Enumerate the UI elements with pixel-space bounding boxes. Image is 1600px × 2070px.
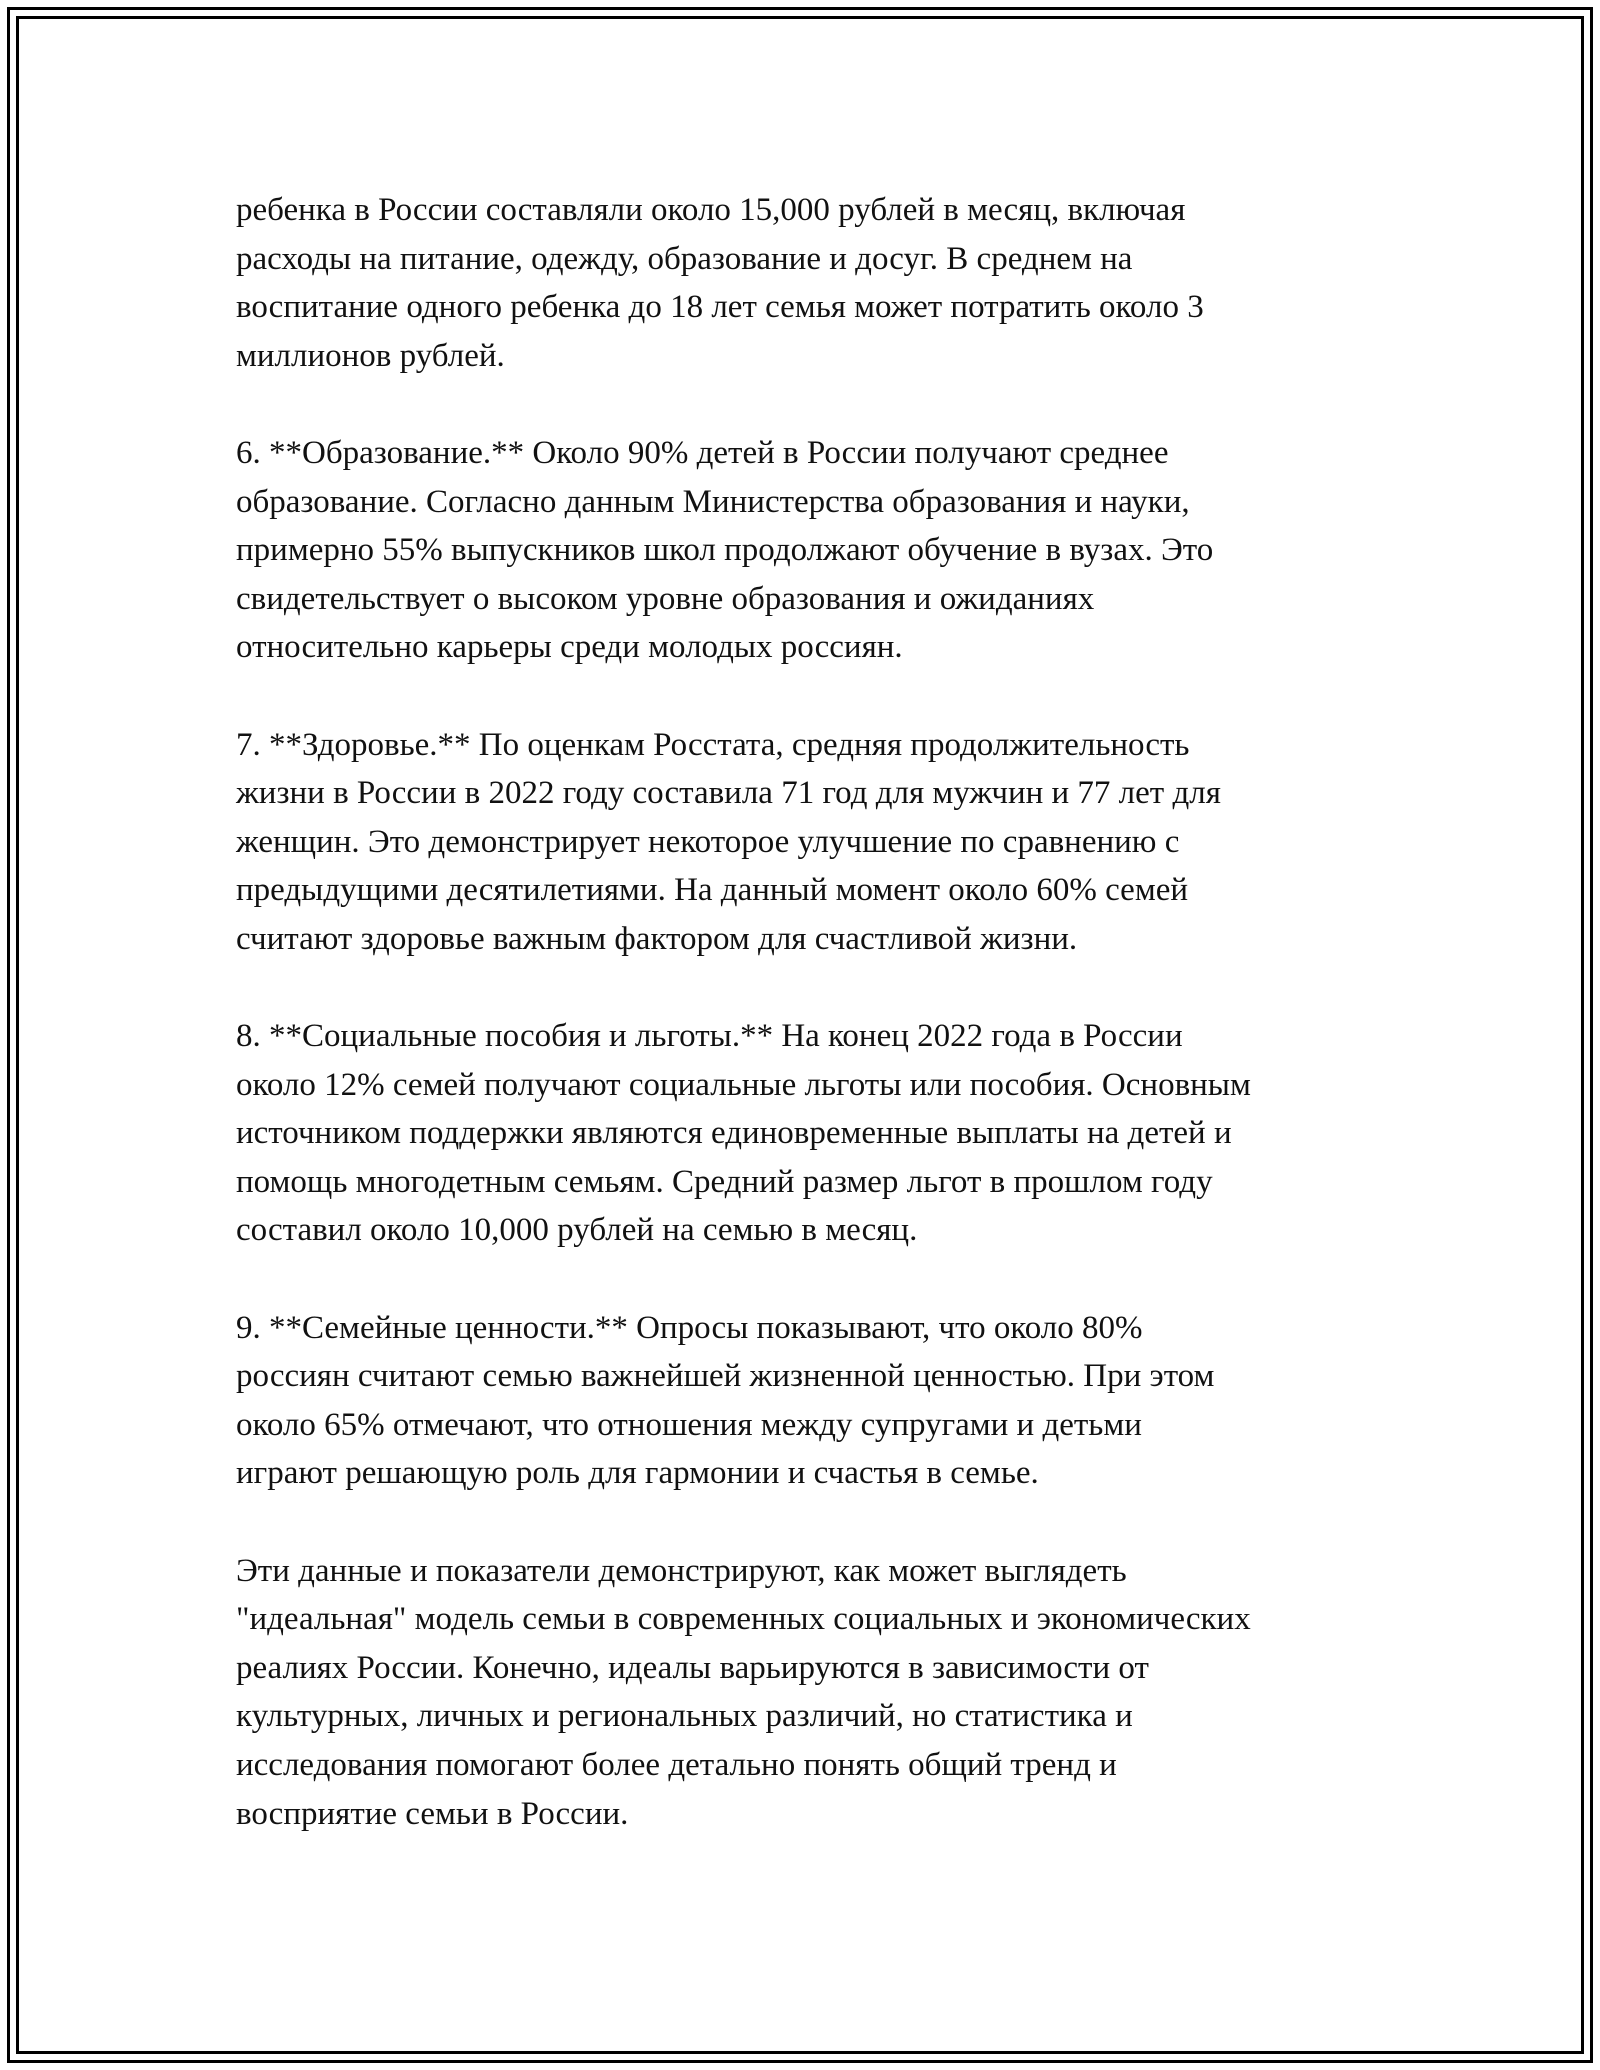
text-line: помощь многодетным семьям. Средний размер льгот в прошлом году [236,1163,1213,1200]
text-line: около 12% семей получают социальные льготы или пособия. Основным [236,1066,1251,1103]
text-line: около 65% отмечают, что отношения между супругами и детьми [236,1406,1142,1443]
paragraph-social-benefits [236,1012,1436,1255]
text-line: воспитание одного ребенка до 18 лет семья может потратить около 3 [236,289,1204,326]
text-line: свидетельствует о высоком уровне образования и ожиданиях [236,580,1095,617]
text-line: образование. Согласно данным Министерства образования и науки, [236,483,1190,520]
text-line: Эти данные и показатели демонстрируют, как может выглядеть [236,1552,1127,1589]
document-body [236,186,1436,1887]
text-line: восприятие семьи в России. [236,1795,629,1832]
text-line: жизни в России в 2022 году составила 71 год для мужчин и 77 лет для [236,775,1221,812]
text-line: 7. **Здоровье.** По оценкам Росстата, средняя продолжительность [236,726,1190,763]
text-line: "идеальная" модель семьи в современных социальных и экономических [236,1601,1251,1638]
paragraph-health [236,721,1436,964]
paragraph-education [236,429,1436,672]
text-line: исследования помогают более детально понять общий тренд и [236,1747,1117,1783]
text-line: россиян считают семью важнейшей жизненной ценностью. При этом [236,1358,1215,1395]
text-line: реалиях России. Конечно, идеалы варьируются в зависимости от [236,1649,1149,1686]
text-line: считают здоровье важным фактором для счастливой жизни. [236,920,1078,957]
text-line: относительно карьеры среди молодых россиян. [236,629,903,666]
paragraph-conclusion [236,1547,1436,1839]
text-line: женщин. Это демонстрирует некоторое улучшение по сравнению с [236,823,1180,860]
paragraph-family-values [236,1304,1436,1498]
text-line: предыдущими десятилетиями. На данный момент около 60% семей [236,872,1189,909]
text-line: 9. **Семейные ценности.** Опросы показывают, что около 80% [236,1309,1143,1346]
text-line: миллионов рублей. [236,337,505,374]
text-line: культурных, личных и региональных различий, но статистика и [236,1698,1133,1735]
text-line: источником поддержки являются единовременные выплаты на детей и [236,1115,1232,1152]
text-line: 8. **Социальные пособия и льготы.** На конец 2022 года в России [236,1018,1183,1055]
text-line: играют решающую роль для гармонии и счастья в семье. [236,1455,1039,1492]
text-line: расходы на питание, одежду, образование и досуг. В среднем на [236,240,1133,277]
text-line: ребенка в России составляли около 15,000 рублей в месяц, включая [236,192,1186,228]
paragraph-cost-of-child [236,186,1436,380]
text-line: составил около 10,000 рублей на семью в месяц. [236,1212,918,1249]
text-line: примерно 55% выпускников школ продолжают обучение в вузах. Это [236,532,1214,569]
text-line: 6. **Образование.** Около 90% детей в России получают среднее [236,434,1169,471]
